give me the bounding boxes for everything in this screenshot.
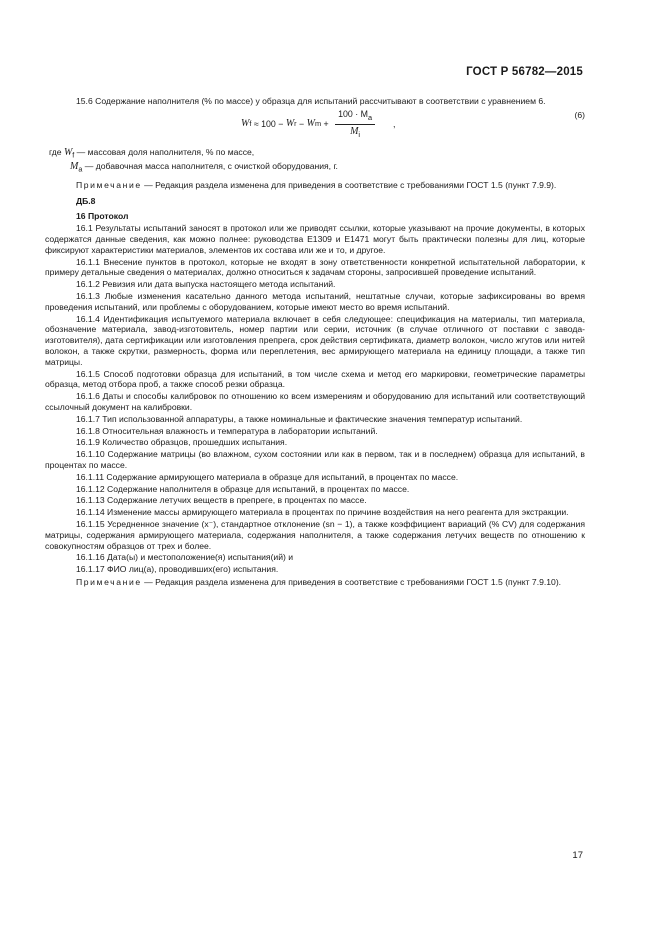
section-16-heading: 16 Протокол xyxy=(76,211,129,222)
paragraph: 16.1.9 Количество образцов, прошедших испытания. xyxy=(76,437,288,448)
paragraph: 16.1.5 Способ подготовки образца для испытаний, в том числе схема и метод его маркировки, геометрические параметры образца, метод отбора проб, а также способ резки образца. xyxy=(45,368,585,390)
where-definition-ma: $M_a$ — добавочная масса наполнителя, с очисткой оборудования, г. xyxy=(70,161,338,175)
paragraph: 16.1.16 Дата(ы) и местоположение(я) испытания(ий) и xyxy=(76,552,294,563)
paragraph: 16.1.15 Усредненное значение (x⁻), стандартное отклонение (sn − 1), а также коэффициент вариаций (% CV) для содержания матрицы, содержания армирующего материала, содержания наполнителя, а также содержания летучих веществ по отношению к совокупностям образцов от трех и более. xyxy=(45,518,585,551)
paragraph: 16.1.10 Содержание матрицы (во влажном, сухом состоянии или как в первом, так и в последнем) образца для испытаний, в процентах по массе. xyxy=(45,449,585,470)
paragraph: 16.1.13 Содержание летучих веществ в препреге, в процентах по массе. xyxy=(76,495,367,506)
note-label: Примечание xyxy=(76,576,142,587)
document-header: ГОСТ Р 56782—2015 xyxy=(466,66,583,78)
paragraph: 16.1 Результаты испытаний заносят в протокол или же приводят ссылки, которые указывают на прочие документы, в которых содержатся данные сведения, как можно полнее: руководства Е1309 и Е1471 могут быть практически полезны для лиц, которые фиксируют характеристики материалов, элементов их состава или же и то, и другое. xyxy=(45,223,585,255)
equation-number: (6) xyxy=(574,109,585,120)
note-label: Примечание xyxy=(76,179,142,190)
equation-fraction: $\frac{100 \cdot M_a}{M_i}$ xyxy=(335,109,375,141)
note-1: Примечание — Редакция раздела изменена для приведения в соответствие с требованиями ГОСТ 1.5 (пункт 7.9.9). xyxy=(76,179,557,190)
where-definition-wf: где $W_f$ — массовая доля наполнителя, % по массе, xyxy=(49,146,255,160)
paragraph: 16.1.2 Ревизия или дата выпуска настоящего метода испытаний. xyxy=(76,279,336,290)
paragraph: 16.1.4 Идентификация испытуемого материала включает в себя следующее: спецификация на материалы, тип материала, обозначение материала, завод-изготовитель, номер партии или серии, источник (в случае отличного от поставки с завода-изготовителя), дата сертификации или изготовления препрега, срок действия сертификата, диаметр волокон, число жгутов или нитей волокон, а также скрутки, размерность, форма или переплетения, вес армирующего материала на единицу площади, а также тип матрицы. xyxy=(45,313,585,367)
paragraph: 16.1.6 Даты и способы калибровок по отношению ко всем измерениям и оборудованию для испытаний или соответствующий ссылочный документ на калибровки. xyxy=(45,391,585,412)
paragraph: 16.1.1 Внесение пунктов в протокол, которые не входят в зону ответственности конкретной испытательной лаборатории, к примеру детальные сведения о материалах, должно относиться к задачам стороны, запросившей проведение испытаний. xyxy=(45,256,585,278)
paragraph: 16.1.8 Относительная влажность и температура в лаборатории испытаний. xyxy=(76,425,378,436)
paragraph: 16.1.14 Изменение массы армирующего материала в процентах по причине воздействия на него реагента для экстракции. xyxy=(76,507,569,518)
document-body xyxy=(45,96,585,589)
paragraph: 16.1.12 Содержание наполнителя в образце для испытаний, в процентах по массе. xyxy=(76,483,410,494)
page-number: 17 xyxy=(572,850,583,861)
equation-body: W f ≈ 100 − W r − W m + $\frac{100 \cdot M_a}{M_i}$ , xyxy=(241,108,396,140)
section-db8-heading: ДБ.8 xyxy=(76,195,96,206)
paragraph: 16.1.7 Тип использованной аппаратуры, а также номинальные и фактические значения температур испытаний. xyxy=(76,413,523,424)
note-2: Примечание — Редакция раздела изменена для приведения в соответствие с требованиями ГОСТ 1.5 (пункт 7.9.10). xyxy=(76,576,562,587)
paragraph: 16.1.17 ФИО лиц(а), проводивших(его) испытания. xyxy=(76,564,279,575)
paragraph: 16.1.3 Любые изменения касательно данного метода испытаний, нештатные случаи, которые зафиксированы во время проведения испытаний, или проблемы с оборудованием, которые имеют место во время испытаний. xyxy=(45,291,585,312)
paragraph-15-6: 15.6 Содержание наполнителя (% по массе) у образца для испытаний рассчитывают в соответствии с уравнением 6. xyxy=(76,96,546,106)
equation-6 xyxy=(45,110,585,142)
paragraph: 16.1.11 Содержание армирующего материала в образце для испытаний, в процентах по массе. xyxy=(76,471,459,482)
